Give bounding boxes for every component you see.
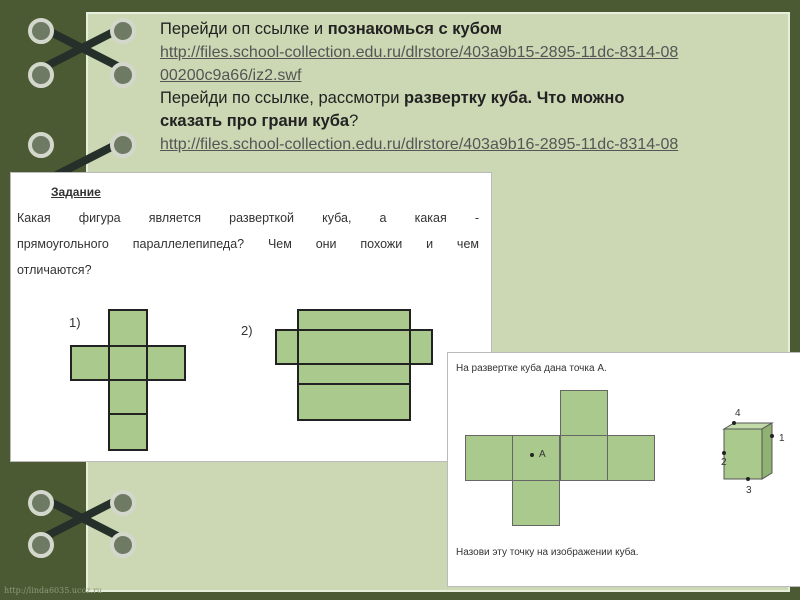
binder-ring (110, 490, 136, 516)
net-face (297, 309, 411, 331)
cube-front-face (724, 429, 762, 479)
net-face (465, 435, 513, 481)
binder-ring (110, 62, 136, 88)
net-face (108, 309, 148, 347)
net-face (607, 435, 655, 481)
binder-ring (28, 132, 54, 158)
link-cube-intro[interactable] (160, 41, 790, 87)
net-face (275, 329, 299, 365)
binder-ring (28, 62, 54, 88)
cube-point-1 (770, 434, 774, 438)
cube-label-1: 1 (779, 433, 785, 444)
net-face (512, 480, 560, 526)
cube-point-3 (746, 477, 750, 481)
task-text-line: прямоугольного параллелепипеда? Чем они похожи и чем (17, 237, 479, 251)
point-a-dot (530, 453, 534, 457)
intro-text-bold: познакомься с кубом (327, 20, 502, 38)
task-title: Задание (51, 185, 101, 199)
cube-point-4 (732, 421, 736, 425)
net-face (70, 345, 110, 381)
cube-point-2 (722, 451, 726, 455)
intro-line-2 (160, 87, 790, 110)
link-text: http://files.school-collection.edu.ru/dlrstore/403a9b15-2895-11dc-8314-08 (160, 44, 679, 61)
net-face (297, 329, 411, 365)
exercise-footer: Назови эту точку на изображении куба. (456, 547, 639, 558)
intro-text-bold: сказать про грани куба (160, 112, 350, 130)
exercise-card (447, 352, 800, 587)
binder-ring (28, 18, 54, 44)
point-a-label: А (539, 449, 546, 460)
figure-1-label: 1) (69, 315, 81, 330)
net-face (512, 435, 560, 481)
net-face (560, 390, 608, 436)
cube-label-2: 2 (721, 457, 727, 468)
exercise-header: На развертке куба дана точка А. (456, 363, 607, 374)
net-face (409, 329, 433, 365)
cube-label-3: 3 (746, 485, 752, 496)
task-text-line: отличаются? (17, 263, 92, 277)
binder-ring (110, 132, 136, 158)
figure-2-label: 2) (241, 323, 253, 338)
task-card (10, 172, 492, 462)
binder-ring (110, 18, 136, 44)
cube-side-face (762, 423, 772, 479)
intro-text-plain: Перейди по ссылке, рассмотри (160, 89, 405, 107)
net-face (146, 345, 186, 381)
binder-ring (28, 532, 54, 558)
net-face (108, 379, 148, 415)
net-face (297, 383, 411, 421)
link-cube-net[interactable] (160, 133, 790, 156)
intro-text-plain: ? (349, 112, 359, 130)
intro-text-plain: Перейди оп ссылке и (160, 20, 328, 38)
intro-text (160, 18, 790, 156)
net-face (108, 413, 148, 451)
intro-line-1 (160, 18, 790, 41)
link-text: 00200c9a66/iz2.swf (160, 67, 302, 84)
intro-text-bold: развертку куба. Что можно (404, 89, 625, 107)
net-face (560, 435, 608, 481)
net-face (297, 363, 411, 385)
link-text: http://files.school-collection.edu.ru/dlrstore/403a9b16-2895-11dc-8314-08 (160, 136, 679, 153)
task-question (17, 205, 479, 283)
cube-label-4: 4 (735, 408, 741, 419)
task-text-line: Какая фигура является разверткой куба, а какая - (17, 211, 479, 225)
binder-ring (110, 532, 136, 558)
intro-line-3 (160, 110, 790, 133)
net-face (108, 345, 148, 381)
watermark: http://linda6035.ucoz.ru (4, 586, 103, 595)
binder-ring (28, 490, 54, 516)
